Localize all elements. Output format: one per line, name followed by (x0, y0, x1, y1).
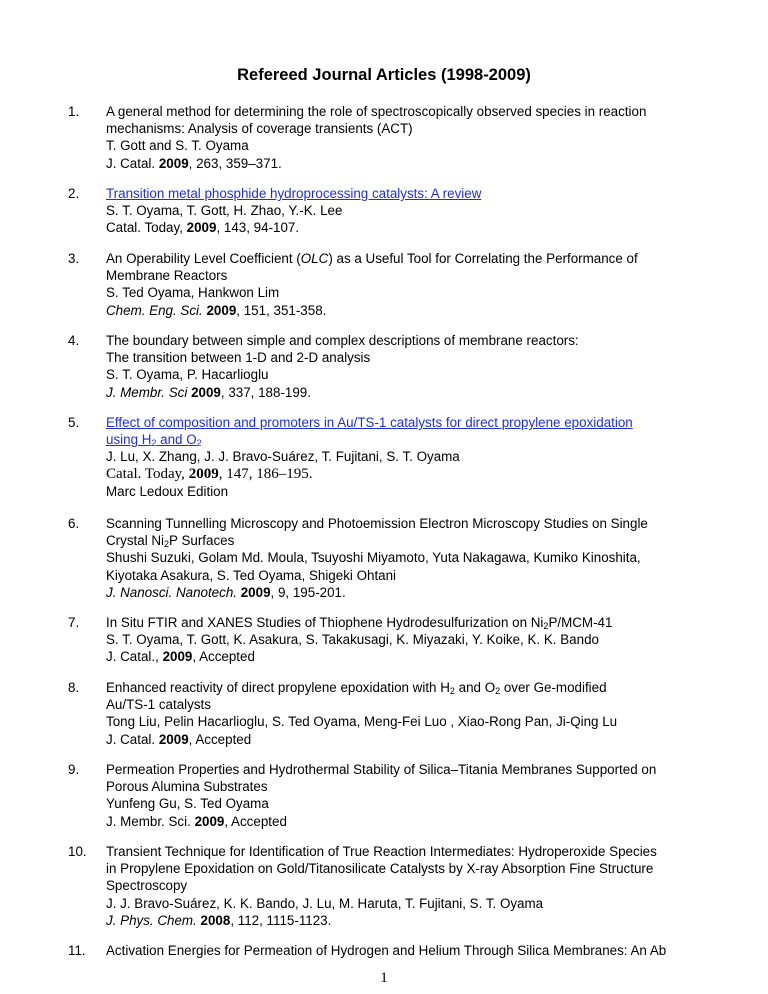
article-title: Spectroscopy (106, 878, 188, 894)
subscript: 2 (449, 686, 455, 696)
article-authors: J. J. Bravo-Suárez, K. K. Bando, J. Lu, M. Haruta, T. Fujitani, S. T. Oyama (106, 895, 544, 911)
journal: J. Phys. Chem. (106, 912, 197, 928)
year: 2009 (240, 584, 271, 600)
subscript: 2 (196, 438, 202, 449)
entry-number: 11. (68, 943, 86, 958)
article-title-link[interactable] (106, 432, 202, 447)
article-authors: T. Gott and S. T. Oyama (106, 138, 249, 154)
title-part: using H (106, 432, 152, 448)
subscript: 2 (164, 539, 170, 550)
article-authors: S. T. Oyama, T. Gott, H. Zhao, Y.-K. Lee (106, 203, 343, 219)
article-authors: Tong Liu, Pelin Hacarlioglu, S. Ted Oyama, Meng-Fei Luo , Xiao-Rong Pan, Ji-Qing Lu (106, 714, 618, 730)
article-citation (106, 466, 746, 483)
journal: J. Membr. Sci (106, 384, 188, 400)
journal: J. Membr. Sci. (106, 813, 191, 829)
article-title: Scanning Tunnelling Microscopy and Photoemission Electron Microscopy Studies on Single (106, 516, 648, 531)
article-title: mechanisms: Analysis of coverage transients (ACT) (106, 121, 413, 137)
title-part: An Operability Level Coefficient ( (106, 251, 301, 266)
article-title (106, 250, 746, 267)
title-part: Enhanced reactivity of direct propylene epoxidation with H (106, 680, 450, 695)
article-title: Porous Alumina Substrates (106, 779, 268, 795)
year: 2009 (186, 220, 217, 236)
journal: Catal. Today, (106, 220, 183, 236)
page-title: Refereed Journal Articles (1998-2009) (237, 66, 531, 84)
journal: Catal. Today, (106, 465, 185, 482)
article-authors: Kiyotaka Asakura, S. Ted Oyama, Shigeki Ohtani (106, 567, 397, 583)
year: 2009 (158, 155, 189, 171)
article-title: Activation Energies for Permeation of Hydrogen and Helium Through Silica Membranes: An Ab (106, 943, 667, 958)
entry-number: 1. (68, 104, 80, 119)
year: 2009 (206, 302, 237, 318)
citation-rest: , 263, 359–371. (188, 155, 282, 171)
citation-rest: , 143, 94-107. (216, 220, 300, 236)
journal: Chem. Eng. Sci. (106, 302, 203, 318)
article-title: in Propylene Epoxidation on Gold/Titanosilicate Catalysts by X-ray Absorption Fine Structure (106, 861, 654, 877)
article-citation (106, 155, 746, 172)
article-authors: S. T. Oyama, T. Gott, K. Asakura, S. Takakusagi, K. Miyazaki, Y. Koike, K. K. Bando (106, 632, 599, 648)
article-authors: S. Ted Oyama, Hankwon Lim (106, 285, 280, 301)
journal: J. Catal. (106, 731, 156, 747)
citation-rest: , 147, 186–195. (218, 465, 313, 482)
subscript: 2 (495, 686, 501, 696)
title-part: Crystal Ni (106, 533, 165, 549)
title-part: and O (454, 680, 496, 695)
entry-number: 10. (68, 844, 87, 859)
article-title (106, 614, 746, 631)
year: 2009 (158, 731, 189, 747)
year: 2009 (162, 649, 193, 665)
article-title: A general method for determining the role of spectroscopically observed species in reaction (106, 104, 647, 119)
article-citation (106, 648, 746, 665)
article-citation (106, 219, 746, 236)
title-part: P Surfaces (169, 533, 235, 549)
article-citation (106, 731, 746, 748)
entry-number: 6. (68, 516, 80, 531)
article-citation (106, 384, 746, 401)
journal: J. Catal., (106, 649, 159, 665)
article-title: Permeation Properties and Hydrothermal Stability of Silica–Titania Membranes Supported on (106, 762, 657, 777)
subscript: 2 (151, 438, 157, 449)
citation-rest: , Accepted (192, 649, 255, 665)
entry-number: 9. (68, 762, 80, 777)
title-part: ) as a Useful Tool for Correlating the Performance of (328, 251, 638, 266)
article-citation (106, 912, 746, 929)
citation-rest: , 337, 188-199. (220, 384, 311, 400)
article-title: The transition between 1-D and 2-D analysis (106, 350, 371, 366)
title-part: and O (156, 432, 197, 448)
article-title: The boundary between simple and complex descriptions of membrane reactors: (106, 333, 579, 348)
article-citation (106, 302, 746, 319)
year: 2008 (200, 912, 231, 928)
article-authors: S. T. Oyama, P. Hacarlioglu (106, 367, 269, 383)
article-title-link[interactable]: Effect of composition and promoters in Au/TS-1 catalysts for direct propylene epoxidation (106, 415, 633, 430)
year: 2009 (194, 813, 225, 829)
journal: J. Catal. (106, 155, 156, 171)
citation-rest: , 9, 195-201. (270, 584, 346, 600)
title-part: P/MCM-41 (548, 615, 613, 630)
subscript: 2 (543, 621, 549, 631)
article-authors: J. Lu, X. Zhang, J. J. Bravo-Suárez, T. Fujitani, S. T. Oyama (106, 449, 460, 465)
page-number: 1 (380, 970, 388, 986)
citation-rest: , 151, 351-358. (236, 302, 327, 318)
entry-number: 7. (68, 615, 80, 630)
title-part: OLC (300, 251, 329, 266)
article-citation (106, 584, 746, 601)
journal: J. Nanosci. Nanotech. (106, 584, 237, 600)
title-part: In Situ FTIR and XANES Studies of Thiophene Hydrodesulfurization on Ni (106, 615, 544, 630)
article-title: Membrane Reactors (106, 268, 228, 284)
article-title-link[interactable]: Transition metal phosphide hydroprocessing catalysts: A review (106, 186, 482, 201)
citation-rest: , 112, 1115-1123. (230, 912, 332, 928)
article-title (106, 532, 746, 549)
year: 2009 (191, 384, 221, 400)
entry-number: 5. (68, 415, 80, 430)
article-title (106, 679, 746, 696)
entry-number: 2. (68, 186, 80, 201)
entry-number: 8. (68, 680, 80, 695)
year: 2009 (188, 465, 219, 482)
article-title: Au/TS-1 catalysts (106, 697, 211, 713)
entry-number: 3. (68, 251, 80, 266)
article-note: Marc Ledoux Edition (106, 483, 229, 499)
article-authors: Shushi Suzuki, Golam Md. Moula, Tsuyoshi Miyamoto, Yuta Nakagawa, Kumiko Kinoshita, (106, 550, 641, 566)
article-authors: Yunfeng Gu, S. Ted Oyama (106, 796, 269, 812)
citation-rest: , Accepted (224, 813, 287, 829)
entry-number: 4. (68, 333, 80, 348)
title-part: over Ge-modified (500, 680, 607, 695)
article-citation (106, 813, 746, 830)
article-title: Transient Technique for Identification of True Reaction Intermediates: Hydroperoxide Species (106, 844, 657, 859)
citation-rest: , Accepted (188, 731, 252, 747)
